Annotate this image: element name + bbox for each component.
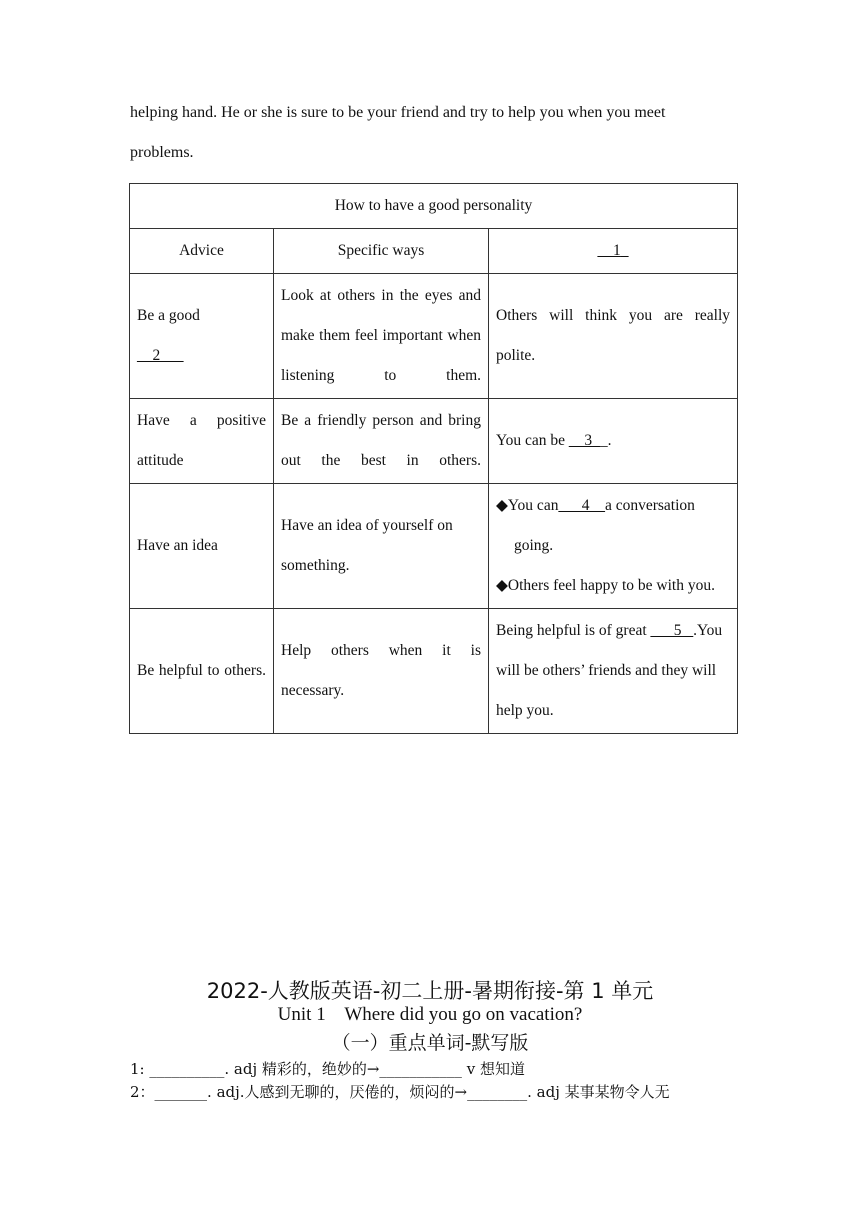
blank-5: ___5 _: [650, 622, 694, 639]
unit-heading: Unit 1 Where did you go on vacation?: [277, 1004, 583, 1025]
header-blank-1: __1_: [489, 229, 738, 274]
vocab-item-2: 2：_______. adj.人感到无聊的，厌倦的，烦闷的→________. adj 某事某物令人无: [130, 1083, 670, 1101]
table-row: [130, 399, 738, 484]
blank-2: __2_: [137, 347, 168, 364]
vocab-item-1: 1: __________. adj 精彩的，绝妙的→___________ v 想知道: [130, 1060, 525, 1078]
row1-advice: Be a good __2___: [130, 274, 274, 399]
table-row: [130, 484, 738, 609]
table-row: [130, 274, 738, 399]
blank-3: __3_: [568, 432, 600, 449]
row4-advice: Be helpful to others.: [130, 609, 274, 734]
row1-ways: Look at others in the eyes and make them feel important when listening to them.: [274, 274, 489, 399]
table-title: How to have a good personality: [130, 184, 738, 229]
row4-ways: Help others when it is necessary.: [274, 609, 489, 734]
table-row: [130, 609, 738, 734]
row3-advice: Have an idea: [130, 484, 274, 609]
row2-advice: Have a positive attitude: [130, 399, 274, 484]
row3-result: ◆You can___4__a conversation going. ◆Others feel happy to be with you.: [489, 484, 738, 609]
row2-result: You can be __3__.: [489, 399, 738, 484]
header-advice: Advice: [130, 229, 274, 274]
blank-1: 1: [613, 242, 621, 259]
personality-table: [129, 183, 738, 734]
row3-ways: Have an idea of yourself on something.: [274, 484, 489, 609]
row2-ways: Be a friendly person and bring out the best in others.: [274, 399, 489, 484]
table-title-row: [130, 184, 738, 229]
row4-result: Being helpful is of great ___5 _.You will be others’ friends and they will help you.: [489, 609, 738, 734]
blank-4: ___4__: [558, 497, 605, 514]
passage-line-2: problems.: [130, 144, 194, 161]
passage-line-1: helping hand. He or she is sure to be your friend and try to help you when you meet: [130, 104, 666, 121]
row1-result: Others will think you are really polite.: [489, 274, 738, 399]
worksheet-title: 2022-人教版英语-初二上册-暑期衔接-第 1 单元: [206, 979, 654, 1003]
section-heading: （一）重点单词-默写版: [331, 1032, 529, 1054]
header-specific-ways: Specific ways: [274, 229, 489, 274]
table-header-row: [130, 229, 738, 274]
